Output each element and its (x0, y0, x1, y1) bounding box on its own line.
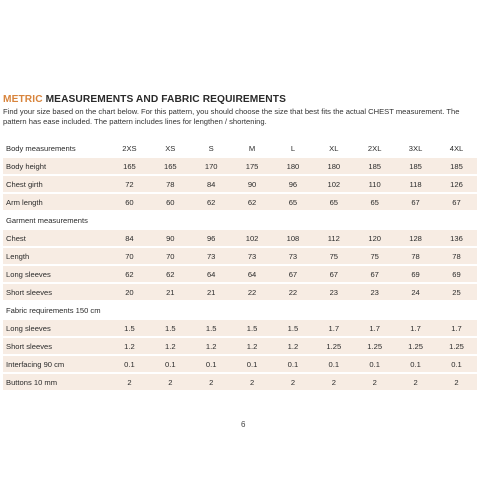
cell-value: 73 (191, 248, 232, 264)
cell-value: 0.1 (395, 356, 436, 372)
cell-value: 65 (354, 194, 395, 210)
cell-value: 1.5 (109, 320, 150, 336)
cell-value: 67 (313, 266, 354, 282)
cell-value: 112 (313, 230, 354, 246)
cell-value: 2 (395, 374, 436, 390)
cell-value: 1.2 (232, 338, 273, 354)
table-row (3, 356, 477, 372)
cell-value: 78 (150, 176, 191, 192)
cell-value: 69 (395, 266, 436, 282)
cell-value: 1.5 (150, 320, 191, 336)
cell-value: 69 (436, 266, 477, 282)
row-label: Buttons 10 mm (3, 374, 109, 390)
cell-value: 118 (395, 176, 436, 192)
cell-value: 175 (232, 158, 273, 174)
size-header: 3XL (395, 140, 436, 156)
row-label: Body height (3, 158, 109, 174)
cell-value: 64 (191, 266, 232, 282)
cell-value: 2 (109, 374, 150, 390)
cell-value: 110 (354, 176, 395, 192)
cell-value: 70 (109, 248, 150, 264)
cell-value: 1.5 (191, 320, 232, 336)
cell-value: 62 (191, 194, 232, 210)
table-row (3, 374, 477, 390)
cell-value: 2 (273, 374, 314, 390)
cell-value: 185 (354, 158, 395, 174)
cell-value: 2 (232, 374, 273, 390)
size-header: XS (150, 140, 191, 156)
cell-value: 62 (232, 194, 273, 210)
cell-value: 185 (436, 158, 477, 174)
cell-value: 0.1 (109, 356, 150, 372)
cell-value: 2 (191, 374, 232, 390)
cell-value: 1.7 (354, 320, 395, 336)
cell-value: 1.2 (273, 338, 314, 354)
cell-value: 64 (232, 266, 273, 282)
section-title: Fabric requirements 150 cm (3, 302, 477, 318)
row-label: Length (3, 248, 109, 264)
cell-value: 0.1 (273, 356, 314, 372)
cell-value: 72 (109, 176, 150, 192)
cell-value: 90 (232, 176, 273, 192)
cell-value: 84 (109, 230, 150, 246)
cell-value: 128 (395, 230, 436, 246)
cell-value: 1.2 (191, 338, 232, 354)
table-row (3, 284, 477, 300)
cell-value: 22 (232, 284, 273, 300)
table-row (3, 158, 477, 174)
cell-value: 165 (109, 158, 150, 174)
size-header: M (232, 140, 273, 156)
cell-value: 21 (191, 284, 232, 300)
cell-value: 62 (150, 266, 191, 282)
row-label: Long sleeves (3, 266, 109, 282)
cell-value: 2 (436, 374, 477, 390)
cell-value: 23 (313, 284, 354, 300)
cell-value: 78 (395, 248, 436, 264)
size-chart-table (3, 138, 477, 392)
cell-value: 1.2 (109, 338, 150, 354)
cell-value: 136 (436, 230, 477, 246)
cell-value: 21 (150, 284, 191, 300)
cell-value: 102 (232, 230, 273, 246)
cell-value: 1.7 (313, 320, 354, 336)
cell-value: 96 (191, 230, 232, 246)
cell-value: 120 (354, 230, 395, 246)
cell-value: 67 (395, 194, 436, 210)
table-row (3, 176, 477, 192)
size-header: S (191, 140, 232, 156)
cell-value: 1.25 (313, 338, 354, 354)
title-rest: MEASUREMENTS AND FABRIC REQUIREMENTS (42, 94, 286, 105)
cell-value: 0.1 (232, 356, 273, 372)
cell-value: 25 (436, 284, 477, 300)
cell-value: 70 (150, 248, 191, 264)
cell-value: 75 (313, 248, 354, 264)
intro-text: Find your size based on the chart below. For this pattern, you should choose the size that best fits the actual CHEST measurement. The pattern has ease included. The pattern includes lines for lengthen / shortening. (3, 107, 460, 126)
cell-value: 67 (436, 194, 477, 210)
row-label: Interfacing 90 cm (3, 356, 109, 372)
cell-value: 2 (313, 374, 354, 390)
size-header: L (273, 140, 314, 156)
row-label: Arm length (3, 194, 109, 210)
cell-value: 180 (273, 158, 314, 174)
cell-value: 165 (150, 158, 191, 174)
cell-value: 102 (313, 176, 354, 192)
cell-value: 67 (354, 266, 395, 282)
cell-value: 0.1 (436, 356, 477, 372)
table-row (3, 230, 477, 246)
table-row (3, 338, 477, 354)
cell-value: 170 (191, 158, 232, 174)
cell-value: 1.2 (150, 338, 191, 354)
table-header-row (3, 140, 477, 156)
cell-value: 2 (354, 374, 395, 390)
table-row (3, 248, 477, 264)
row-label: Short sleeves (3, 338, 109, 354)
cell-value: 1.5 (232, 320, 273, 336)
cell-value: 73 (232, 248, 273, 264)
cell-value: 78 (436, 248, 477, 264)
cell-value: 1.25 (354, 338, 395, 354)
cell-value: 73 (273, 248, 314, 264)
cell-value: 0.1 (313, 356, 354, 372)
cell-value: 0.1 (354, 356, 395, 372)
cell-value: 23 (354, 284, 395, 300)
cell-value: 65 (313, 194, 354, 210)
cell-value: 1.5 (273, 320, 314, 336)
cell-value: 180 (313, 158, 354, 174)
table-row (3, 320, 477, 336)
size-header: 2XS (109, 140, 150, 156)
cell-value: 1.7 (395, 320, 436, 336)
size-header: XL (313, 140, 354, 156)
section-header-row (3, 212, 477, 228)
cell-value: 2 (150, 374, 191, 390)
table-row (3, 194, 477, 210)
cell-value: 1.7 (436, 320, 477, 336)
cell-value: 20 (109, 284, 150, 300)
row-label: Chest girth (3, 176, 109, 192)
cell-value: 126 (436, 176, 477, 192)
cell-value: 67 (273, 266, 314, 282)
cell-value: 62 (109, 266, 150, 282)
title-metric: METRIC (3, 94, 43, 105)
cell-value: 1.25 (436, 338, 477, 354)
cell-value: 24 (395, 284, 436, 300)
table-row (3, 266, 477, 282)
cell-value: 185 (395, 158, 436, 174)
section-header-row (3, 302, 477, 318)
row-label: Long sleeves (3, 320, 109, 336)
cell-value: 60 (150, 194, 191, 210)
cell-value: 108 (273, 230, 314, 246)
cell-value: 22 (273, 284, 314, 300)
size-header: 2XL (354, 140, 395, 156)
page-number: 6 (241, 420, 246, 429)
row-label: Short sleeves (3, 284, 109, 300)
cell-value: 75 (354, 248, 395, 264)
row-label: Chest (3, 230, 109, 246)
page-title (3, 94, 286, 105)
cell-value: 60 (109, 194, 150, 210)
header-label: Body measurements (3, 140, 109, 156)
section-title: Garment measurements (3, 212, 477, 228)
size-header: 4XL (436, 140, 477, 156)
cell-value: 0.1 (150, 356, 191, 372)
cell-value: 0.1 (191, 356, 232, 372)
cell-value: 84 (191, 176, 232, 192)
cell-value: 1.25 (395, 338, 436, 354)
cell-value: 65 (273, 194, 314, 210)
cell-value: 96 (273, 176, 314, 192)
cell-value: 90 (150, 230, 191, 246)
